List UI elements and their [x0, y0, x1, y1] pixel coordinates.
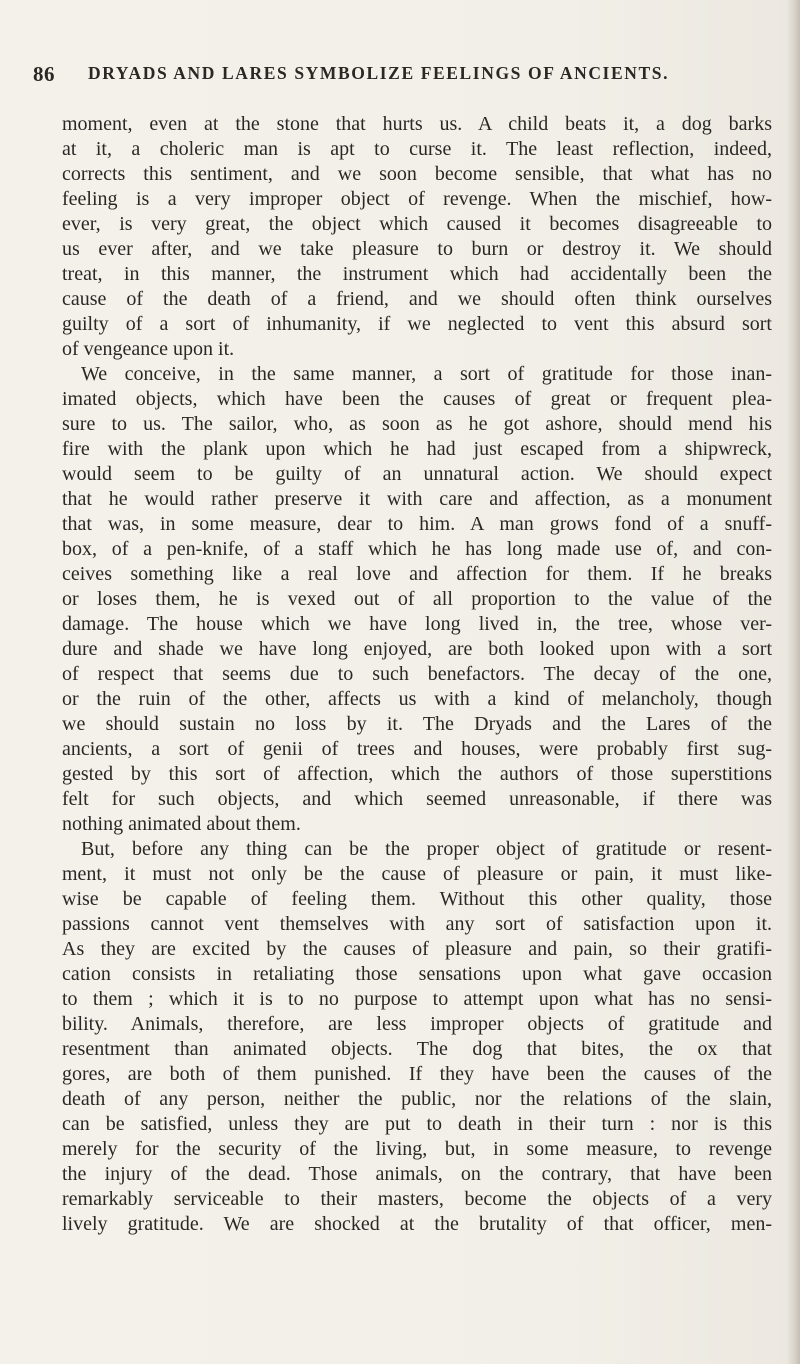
- running-head-title: DRYADS AND LARES SYMBOLIZE FEELINGS OF ANCIENTS.: [88, 63, 670, 83]
- text-line: ment, it must not only be the cause of pleasure or pain, it must like-: [62, 863, 772, 885]
- text-line: box, of a pen-knife, of a staff which he has long made use of, and con-: [62, 538, 772, 560]
- text-line: ceives something like a real love and affection for them. If he breaks: [62, 563, 772, 585]
- running-head: [33, 62, 763, 92]
- text-line: or loses them, he is vexed out of all proportion to the value of the: [62, 588, 772, 610]
- text-line: But, before any thing can be the proper object of gratitude or resent-: [81, 838, 772, 860]
- text-line: felt for such objects, and which seemed unreasonable, if there was: [62, 788, 772, 810]
- text-line: death of any person, neither the public, nor the relations of the slain,: [62, 1088, 772, 1110]
- text-line: that he would rather preserve it with care and affection, as a monument: [62, 488, 772, 510]
- text-line: to them ; which it is to no purpose to attempt upon what has no sensi-: [62, 988, 772, 1010]
- text-line: treat, in this manner, the instrument which had accidentally been the: [62, 263, 772, 285]
- text-line: remarkably serviceable to their masters, become the objects of a very: [62, 1188, 772, 1210]
- text-line: us ever after, and we take pleasure to burn or destroy it. We should: [62, 238, 772, 260]
- text-line: we should sustain no loss by it. The Dryads and the Lares of the: [62, 713, 772, 735]
- text-line: or the ruin of the other, affects us with a kind of melancholy, though: [62, 688, 772, 710]
- text-line: cause of the death of a friend, and we should often think ourselves: [62, 288, 772, 310]
- text-line: nothing animated about them.: [62, 813, 301, 835]
- text-line: merely for the security of the living, but, in some measure, to revenge: [62, 1138, 772, 1160]
- text-line: can be satisfied, unless they are put to death in their turn : nor is this: [62, 1113, 772, 1135]
- text-line: wise be capable of feeling them. Without this other quality, those: [62, 888, 772, 910]
- text-line: that was, in some measure, dear to him. A man grows fond of a snuff-: [62, 513, 772, 535]
- text-line: ancients, a sort of genii of trees and houses, were probably first sug-: [62, 738, 772, 760]
- text-line: cation consists in retaliating those sensations upon what gave occasion: [62, 963, 772, 985]
- text-line: dure and shade we have long enjoyed, are both looked upon with a sort: [62, 638, 772, 660]
- text-line: bility. Animals, therefore, are less improper objects of gratitude and: [62, 1013, 772, 1035]
- text-line: imated objects, which have been the causes of great or frequent plea-: [62, 388, 772, 410]
- text-line: lively gratitude. We are shocked at the brutality of that officer, men-: [62, 1213, 772, 1235]
- text-line: passions cannot vent themselves with any sort of satisfaction upon it.: [62, 913, 772, 935]
- text-line: gested by this sort of affection, which the authors of those superstitions: [62, 763, 772, 785]
- body-text: [62, 112, 772, 1237]
- text-line: sure to us. The sailor, who, as soon as he got ashore, should mend his: [62, 413, 772, 435]
- text-line: of respect that seems due to such benefactors. The decay of the one,: [62, 663, 772, 685]
- text-line: We conceive, in the same manner, a sort of gratitude for those inan-: [81, 363, 772, 385]
- text-line: would seem to be guilty of an unnatural action. We should expect: [62, 463, 772, 485]
- text-line: at it, a choleric man is apt to curse it. The least reflection, indeed,: [62, 138, 772, 160]
- text-line: feeling is a very improper object of revenge. When the mischief, how-: [62, 188, 772, 210]
- page-edge-shadow: [786, 0, 800, 1364]
- text-line: ever, is very great, the object which caused it becomes disagreeable to: [62, 213, 772, 235]
- text-line: the injury of the dead. Those animals, on the contrary, that have been: [62, 1163, 772, 1185]
- text-line: gores, are both of them punished. If they have been the causes of the: [62, 1063, 772, 1085]
- text-line: fire with the plank upon which he had just escaped from a shipwreck,: [62, 438, 772, 460]
- text-line: guilty of a sort of inhumanity, if we neglected to vent this absurd sort: [62, 313, 772, 335]
- text-line: corrects this sentiment, and we soon become sensible, that what has no: [62, 163, 772, 185]
- text-line: of vengeance upon it.: [62, 338, 235, 360]
- text-line: resentment than animated objects. The dog that bites, the ox that: [62, 1038, 772, 1060]
- text-line: moment, even at the stone that hurts us. A child beats it, a dog barks: [62, 113, 772, 135]
- text-line: As they are excited by the causes of pleasure and pain, so their gratifi-: [62, 938, 772, 960]
- page-number: 86: [33, 62, 55, 86]
- text-line: damage. The house which we have long lived in, the tree, whose ver-: [62, 613, 772, 635]
